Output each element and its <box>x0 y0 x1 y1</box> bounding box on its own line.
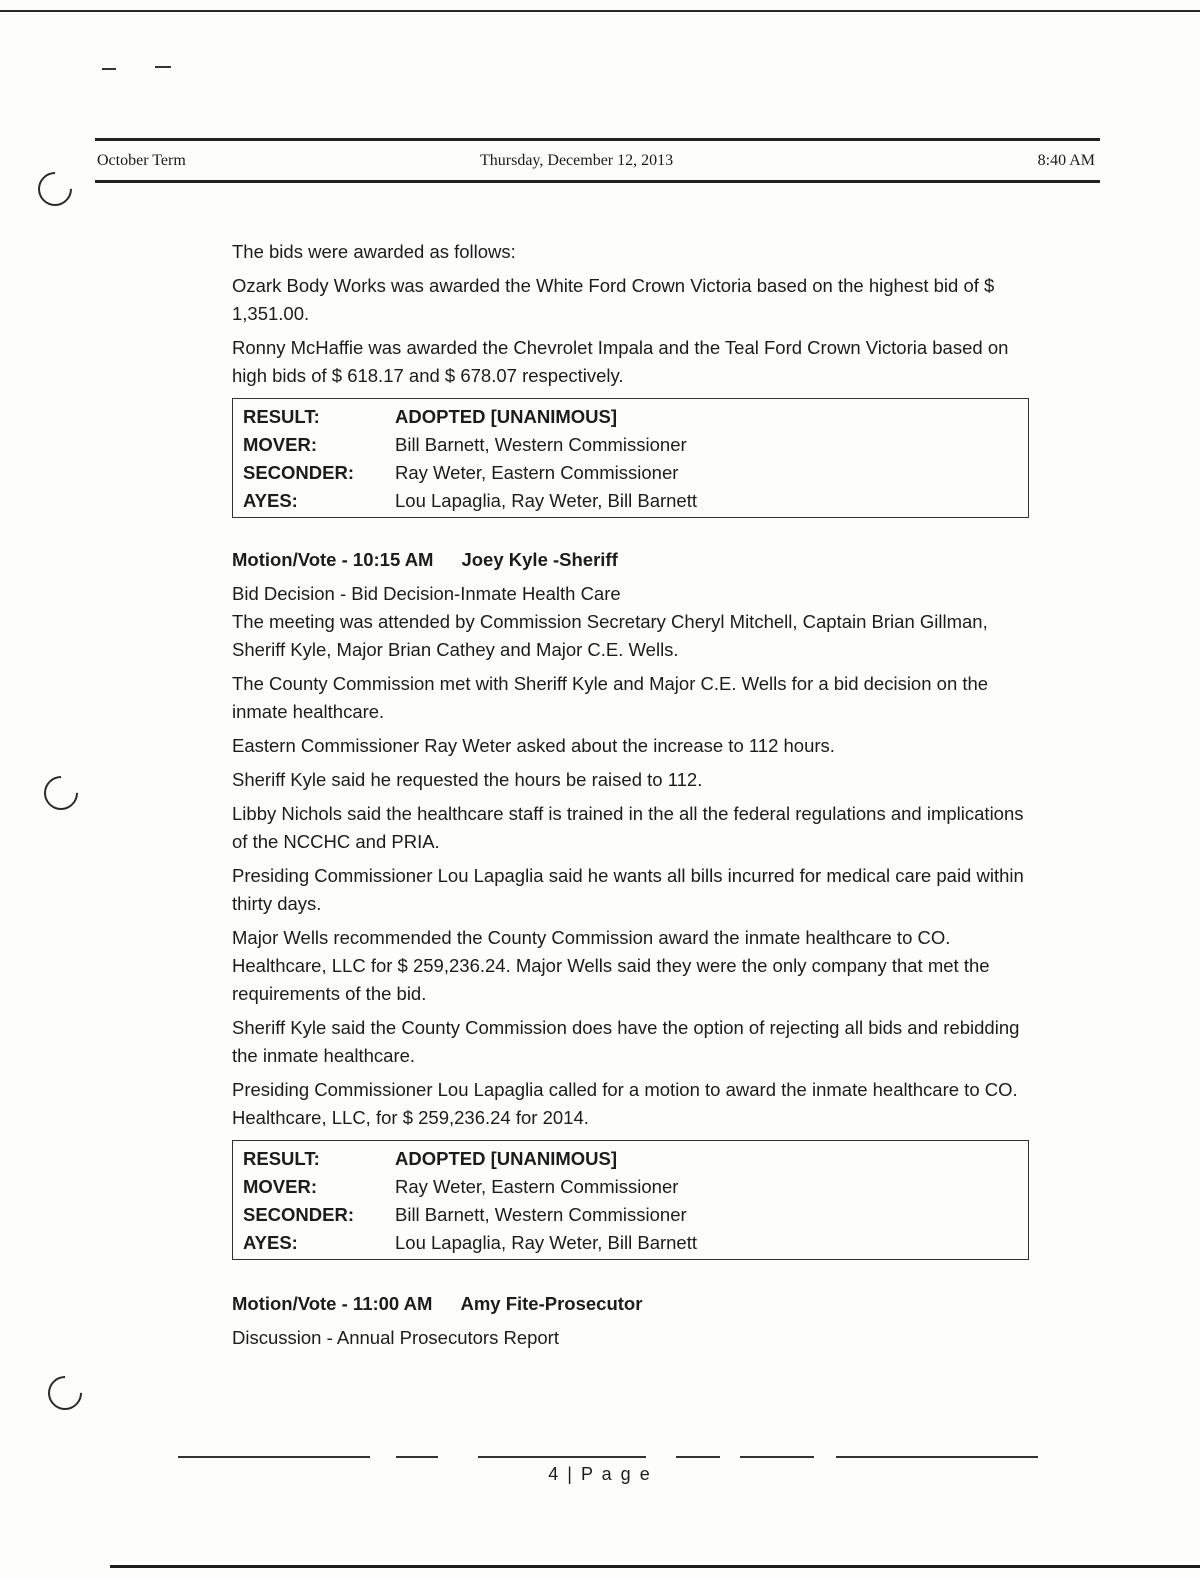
vote-label: MOVER: <box>243 1176 317 1197</box>
motion-person: Amy Fite-Prosecutor <box>460 1293 643 1314</box>
vote-ayes: Lou Lapaglia, Ray Weter, Bill Barnett <box>395 1232 697 1253</box>
motion-time: 10:15 AM <box>352 549 434 570</box>
vote-mover: Bill Barnett, Western Commissioner <box>395 434 687 455</box>
minutes-paragraph: Sheriff Kyle said the County Commission does have the option of rejecting all bids and rebidding the inmate healthcare. <box>232 1017 1020 1066</box>
minutes-paragraph: Presiding Commissioner Lou Lapaglia said he wants all bills incurred for medical care paid within thirty days. <box>232 865 1024 914</box>
motion-subtitle: Discussion - Annual Prosecutors Report <box>232 1327 559 1348</box>
vote-result: ADOPTED [UNANIMOUS] <box>395 1148 617 1169</box>
minutes-paragraph: Sheriff Kyle said he requested the hours be raised to 112. <box>232 769 703 790</box>
minutes-body <box>232 238 1032 1352</box>
motion-subtitle: Bid Decision - Bid Decision-Inmate Health Care <box>232 583 621 604</box>
scan-speck <box>102 68 116 70</box>
vote-label: SECONDER: <box>243 1204 355 1225</box>
footer-rule <box>396 1456 438 1458</box>
motion-time: 11:00 AM <box>352 1293 433 1314</box>
vote-label: AYES: <box>243 1232 298 1253</box>
minutes-paragraph: Major Wells recommended the County Commission award the inmate healthcare to CO. Healthcare, LLC for $ 259,236.24. Major Wells said they were the only company that met the requirements of the bid. <box>232 927 990 1004</box>
vote-result: ADOPTED [UNANIMOUS] <box>395 406 617 427</box>
motion-heading <box>232 546 1032 574</box>
motion-prefix: Motion/Vote - <box>232 1293 348 1314</box>
header-rule-bottom <box>95 180 1100 183</box>
motion-heading <box>232 1290 1032 1318</box>
scan-edge-bottom <box>110 1565 1200 1568</box>
minutes-paragraph: The meeting was attended by Commission Secretary Cheryl Mitchell, Captain Brian Gillman, Sheriff Kyle, Major Brian Cathey and Major C.E. Wells. <box>232 611 988 660</box>
vote-label: RESULT: <box>243 406 320 427</box>
minutes-paragraph: The County Commission met with Sheriff Kyle and Major C.E. Wells for a bid decision on the inmate healthcare. <box>232 673 989 722</box>
vote-ayes: Lou Lapaglia, Ray Weter, Bill Barnett <box>395 490 697 511</box>
binder-hole-icon <box>31 165 79 213</box>
vote-row-ayes <box>243 1229 1018 1257</box>
vote-result-box <box>232 398 1029 518</box>
minutes-paragraph: Presiding Commissioner Lou Lapaglia called for a motion to award the inmate healthcare to CO. Healthcare, LLC, for $ 259,236.24 for 2014. <box>232 1079 1018 1128</box>
minutes-paragraph: Libby Nichols said the healthcare staff is trained in the all the federal regulations and implications of the NCCHC and PRIA. <box>232 803 1024 852</box>
header-term: October Term <box>97 152 186 169</box>
vote-row-seconder <box>243 459 1018 487</box>
header-time: 8:40 AM <box>1037 152 1095 169</box>
vote-label: AYES: <box>243 490 298 511</box>
bids-intro: The bids were awarded as follows: <box>232 241 516 262</box>
award-paragraph: Ozark Body Works was awarded the White Ford Crown Victoria based on the highest bid of $ 1,351.00. <box>232 275 995 324</box>
award-paragraph: Ronny McHaffie was awarded the Chevrolet Impala and the Teal Ford Crown Victoria based on high bids of $ 618.17 and $ 678.07 respectively. <box>232 337 1009 386</box>
footer-rule <box>676 1456 720 1458</box>
header-date: Thursday, December 12, 2013 <box>480 152 674 169</box>
page-number: 4 | P a g e <box>548 1464 652 1484</box>
footer-rule <box>478 1456 646 1458</box>
binder-hole-icon <box>41 1369 89 1417</box>
vote-row-mover <box>243 431 1018 459</box>
vote-row-mover <box>243 1173 1018 1201</box>
footer-rule <box>740 1456 814 1458</box>
vote-result-box <box>232 1140 1029 1260</box>
header-rule-top <box>95 138 1100 141</box>
vote-row-result <box>243 403 1018 431</box>
vote-seconder: Ray Weter, Eastern Commissioner <box>395 462 679 483</box>
vote-row-seconder <box>243 1201 1018 1229</box>
scan-edge-top <box>0 10 1200 12</box>
vote-label: RESULT: <box>243 1148 320 1169</box>
vote-label: SECONDER: <box>243 462 355 483</box>
vote-row-ayes <box>243 487 1018 515</box>
motion-person: Joey Kyle -Sheriff <box>461 549 618 570</box>
binder-hole-icon <box>37 769 85 817</box>
motion-prefix: Motion/Vote - <box>232 549 348 570</box>
vote-mover: Ray Weter, Eastern Commissioner <box>395 1176 679 1197</box>
vote-row-result <box>243 1145 1018 1173</box>
vote-seconder: Bill Barnett, Western Commissioner <box>395 1204 687 1225</box>
footer-rule <box>836 1456 1038 1458</box>
minutes-paragraph: Eastern Commissioner Ray Weter asked about the increase to 112 hours. <box>232 735 835 756</box>
footer-rule <box>178 1456 370 1458</box>
scan-speck <box>155 66 171 68</box>
vote-label: MOVER: <box>243 434 317 455</box>
